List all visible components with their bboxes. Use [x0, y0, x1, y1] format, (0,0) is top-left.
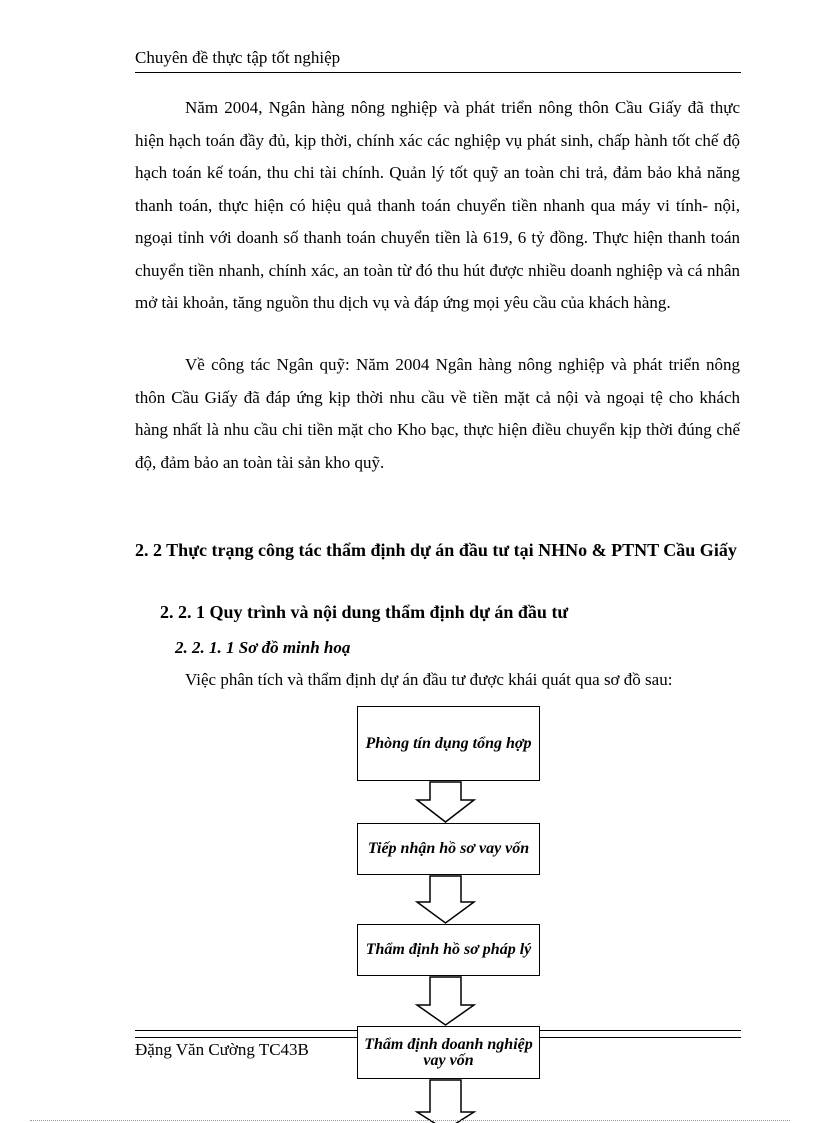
- flow-step-enterprise-appraisal: [357, 1026, 540, 1079]
- flow-step-label: Thẩm định hồ sơ pháp lý: [365, 941, 532, 958]
- flow-arrow-2: [417, 876, 474, 923]
- flow-arrow-1: [417, 782, 474, 822]
- page-edge-dots: [30, 1120, 790, 1121]
- flow-step-legal-appraisal: [357, 924, 540, 976]
- flow-arrow-4: [417, 1080, 474, 1123]
- subsection-heading: 2. 2. 1 Quy trình và nội dung thẩm định dự án đầu tư: [160, 602, 569, 622]
- flowchart-intro: Việc phân tích và thẩm định dự án đầu tư được khái quát qua sơ đồ sau:: [185, 670, 673, 689]
- flow-step-credit-department: [357, 706, 540, 781]
- flow-step-label: Phòng tín dụng tổng hợp: [365, 734, 532, 752]
- paragraph-treasury: Về công tác Ngân quỹ: Năm 2004 Ngân hàng nông nghiệp và phát triển nông thôn Cầu Giấy đã đáp ứng kịp thời nhu cầu về tiền mặt cả nội và ngoại tệ cho khách hàng nhất là nhu cầu chi tiền mặt cho Kho bạc, thực hiện điều chuyển kịp thời đúng chế độ, đảm bảo an toàn tài sản kho quỹ.: [135, 355, 740, 472]
- flow-arrow-3: [417, 977, 474, 1025]
- flow-step-label: Tiếp nhận hồ sơ vay vốn: [367, 840, 530, 857]
- flow-step-label: Thẩm định doanh nghiệp vay vốn: [364, 1035, 533, 1069]
- subsubsection-heading: 2. 2. 1. 1 Sơ đồ minh hoạ: [175, 638, 351, 657]
- footer-author: Đặng Văn Cường TC43B: [135, 1040, 309, 1059]
- flow-step-receive-application: [357, 823, 540, 875]
- section-heading: 2. 2 Thực trạng công tác thẩm định dự án đầu tư tại NHNo & PTNT Cầu Giấy: [135, 540, 737, 560]
- paragraph-accounting: Năm 2004, Ngân hàng nông nghiệp và phát triển nông thôn Cầu Giấy đã thực hiện hạch toán đầy đủ, kịp thời, chính xác các nghiệp vụ phát sinh, chấp hành tốt chế độ hạch toán kế toán, thu chi tài chính. Quản lý tốt quỹ an toàn chi trả, đảm bảo khả năng thanh toán, thực hiện có hiệu quả thanh toán chuyển tiền nhanh qua máy vi tính- nội, ngoại tỉnh với doanh số thanh toán chuyển tiền là 619, 6 tỷ đồng. Thực hiện thanh toán chuyển tiền nhanh, chính xác, an toàn từ đó thu hút được nhiều doanh nghiệp và cá nhân mở tài khoản, tăng nguồn thu dịch vụ và đáp ứng mọi yêu cầu của khách hàng.: [135, 98, 740, 312]
- header-title: Chuyên đề thực tập tốt nghiệp: [135, 48, 341, 67]
